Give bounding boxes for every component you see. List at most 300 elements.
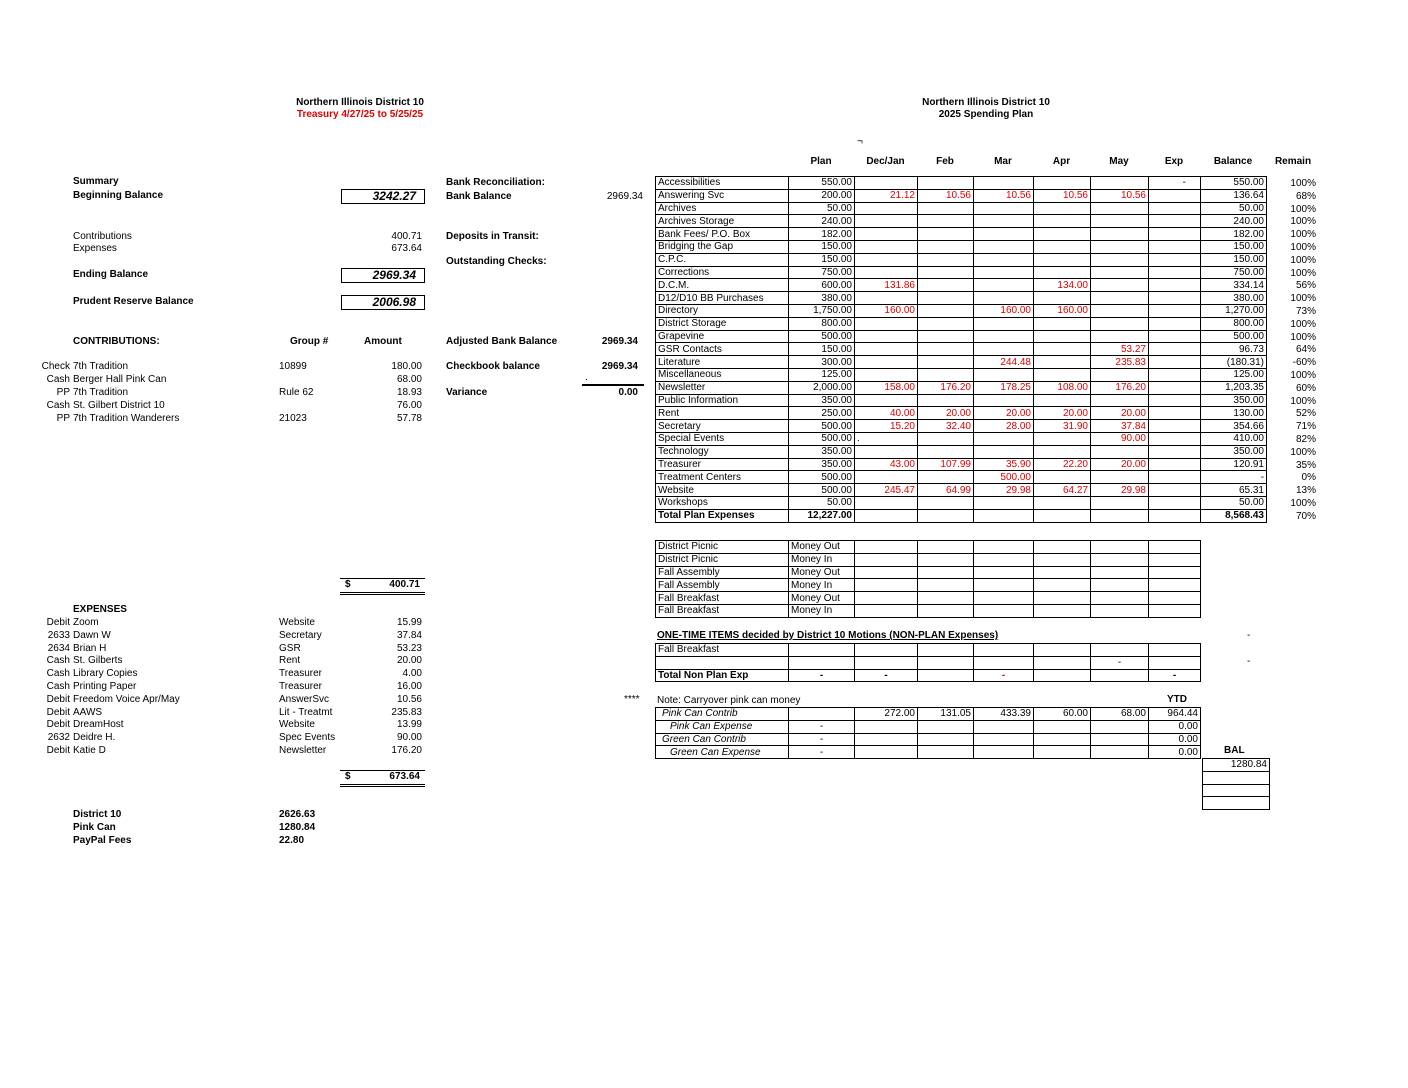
- expense-amount: 176.20: [391, 745, 422, 756]
- prudent-reserve-label: Prudent Reserve Balance: [73, 296, 194, 307]
- empty-cell: [918, 669, 974, 682]
- remain-value: 100%: [1290, 370, 1316, 381]
- month-amount: 500.00: [974, 471, 1034, 484]
- month-amount: [1034, 471, 1091, 484]
- empty-cell: [1091, 604, 1149, 617]
- empty-cell: [974, 553, 1034, 566]
- plan-row: [656, 407, 1267, 420]
- plan-row: [656, 330, 1267, 343]
- empty-cell: [1091, 644, 1149, 657]
- onetime-dash-1: -: [1247, 630, 1251, 641]
- pinkcan-row: [656, 720, 1201, 733]
- pinkcan-ytd: 0.00: [1149, 720, 1201, 733]
- empty-cell: [1149, 579, 1201, 592]
- month-amount: [1034, 368, 1091, 381]
- pinkcan-ytd: 0.00: [1149, 733, 1201, 746]
- plan-item-name: Technology: [656, 445, 789, 458]
- month-amount: [855, 343, 918, 356]
- plan-row: [656, 381, 1267, 394]
- outstanding-label: Outstanding Checks:: [446, 256, 547, 267]
- plan-row: [656, 292, 1267, 305]
- remain-value: 100%: [1290, 318, 1316, 330]
- pinkcan-table: [655, 707, 1201, 759]
- balance-cell: 334.14: [1201, 279, 1267, 292]
- month-amount: [918, 445, 974, 458]
- expenses-total: [340, 770, 425, 787]
- month-amount: 20.00: [1091, 407, 1149, 420]
- pinkcan-month: [1034, 733, 1091, 746]
- event-flow: Money In: [789, 553, 855, 566]
- exp-cell: [1149, 420, 1201, 433]
- empty-cell: [1034, 604, 1091, 617]
- month-amount: 31.90: [1034, 420, 1091, 433]
- month-amount: [918, 292, 974, 305]
- month-amount: [918, 215, 974, 228]
- month-amount: .: [855, 432, 918, 445]
- empty-cell: [918, 656, 974, 669]
- month-amount: [974, 496, 1034, 509]
- plan-row: [656, 202, 1267, 215]
- exp-cell: [1149, 407, 1201, 420]
- empty-cell: [1091, 579, 1149, 592]
- month-amount: [918, 279, 974, 292]
- expense-amount: 4.00: [402, 668, 422, 680]
- plan-amount: 1,750.00: [789, 304, 855, 317]
- column-header: Mar: [994, 156, 1012, 167]
- pinkcan-month: [1034, 720, 1091, 733]
- remain-value: 35%: [1295, 459, 1316, 471]
- contributions-title: CONTRIBUTIONS:: [73, 336, 160, 347]
- month-amount: [1034, 330, 1091, 343]
- month-amount: [855, 202, 918, 215]
- onetime-table: [655, 643, 1201, 682]
- month-amount: [855, 445, 918, 458]
- balance-cell: 350.00: [1201, 445, 1267, 458]
- variance-rule: [582, 384, 644, 386]
- plan-amount: 150.00: [789, 343, 855, 356]
- pinkcan-month: 60.00: [1034, 708, 1091, 721]
- fund-label: Pink Can: [73, 822, 116, 833]
- plan-row: [656, 420, 1267, 433]
- events-table: [655, 540, 1201, 618]
- pinkcan-month: [1091, 733, 1149, 746]
- exp-cell: [1149, 266, 1201, 279]
- contribution-amount: 57.78: [396, 413, 422, 424]
- total-balance: 8,568.43: [1201, 509, 1267, 522]
- remain-value: 56%: [1295, 280, 1316, 292]
- plan-amount: 500.00: [789, 420, 855, 433]
- expense-amount: 90.00: [396, 732, 422, 744]
- pinkcan-month: [974, 746, 1034, 759]
- remain-value: 100%: [1290, 254, 1316, 266]
- empty-cell: [918, 509, 974, 522]
- empty-cell: [1149, 541, 1201, 554]
- contribution-type: PP: [56, 387, 70, 398]
- month-amount: [1034, 394, 1091, 407]
- expense-type: 2634: [47, 642, 70, 654]
- month-amount: [918, 471, 974, 484]
- month-amount: [918, 343, 974, 356]
- month-amount: 10.56: [1091, 189, 1149, 202]
- expense-category: Treasurer: [279, 668, 322, 680]
- month-amount: [855, 177, 918, 190]
- plan-row: [656, 432, 1267, 445]
- month-amount: [974, 240, 1034, 253]
- expense-amount: 53.23: [396, 642, 422, 654]
- plan-row: [656, 343, 1267, 356]
- month-amount: 28.00: [974, 420, 1034, 433]
- plan-amount: 500.00: [789, 471, 855, 484]
- month-amount: 64.27: [1034, 484, 1091, 497]
- month-amount: 29.98: [1091, 484, 1149, 497]
- month-amount: 176.20: [1091, 381, 1149, 394]
- pinkcan-note: Note: Carryover pink can money: [657, 695, 801, 706]
- onetime-total-exp: -: [1149, 669, 1201, 682]
- month-amount: 10.56: [974, 189, 1034, 202]
- empty-cell: [855, 604, 918, 617]
- month-amount: [1034, 343, 1091, 356]
- month-amount: [918, 356, 974, 369]
- contribution-amount: 180.00: [391, 361, 422, 372]
- balance-cell: 1,270.00: [1201, 304, 1267, 317]
- expense-type: 2632: [47, 732, 70, 744]
- amount-header: Amount: [364, 336, 402, 347]
- checkbook-balance-value: 2969.34: [601, 361, 638, 372]
- contribution-name: 7th Tradition Wanderers: [73, 413, 180, 424]
- expense-name: Freedom Voice Apr/May: [73, 693, 180, 705]
- month-amount: [974, 228, 1034, 241]
- plan-amount: 500.00: [789, 330, 855, 343]
- month-amount: [855, 317, 918, 330]
- pinkcan-month: [918, 746, 974, 759]
- empty-cell: [1091, 553, 1149, 566]
- pinkcan-month: [1091, 746, 1149, 759]
- month-amount: [974, 368, 1034, 381]
- month-amount: [1091, 330, 1149, 343]
- pinkcan-name: Pink Can Contrib: [656, 708, 789, 721]
- plan-item-name: Directory: [656, 304, 789, 317]
- plan-amount: 150.00: [789, 240, 855, 253]
- month-amount: 90.00: [1091, 432, 1149, 445]
- beginning-balance-value: 3242.27: [341, 189, 425, 204]
- event-flow: Money In: [789, 579, 855, 592]
- empty-cell: [918, 644, 974, 657]
- plan-item-name: Treatment Centers: [656, 471, 789, 484]
- month-amount: [1034, 356, 1091, 369]
- month-amount: [974, 445, 1034, 458]
- month-amount: [974, 177, 1034, 190]
- month-amount: [1091, 317, 1149, 330]
- month-amount: [918, 317, 974, 330]
- expense-type: Cash: [46, 681, 70, 692]
- remain-value: 100%: [1290, 178, 1316, 189]
- fund-value: 1280.84: [279, 822, 316, 833]
- month-amount: [1091, 266, 1149, 279]
- fund-label: PayPal Fees: [73, 835, 132, 846]
- balance-cell: 240.00: [1201, 215, 1267, 228]
- empty-cell: [855, 553, 918, 566]
- month-amount: 131.86: [855, 279, 918, 292]
- contribution-type: PP: [56, 413, 70, 424]
- plan-row: [656, 304, 1267, 317]
- pinkcan-plan: -: [789, 746, 855, 759]
- empty-cell: [1149, 553, 1201, 566]
- month-amount: [1034, 292, 1091, 305]
- expense-type: Cash: [46, 668, 70, 680]
- month-amount: [1091, 292, 1149, 305]
- remain-value: 82%: [1295, 434, 1316, 445]
- event-flow: Money Out: [789, 566, 855, 579]
- pinkcan-month: [855, 746, 918, 759]
- pinkcan-month: [974, 720, 1034, 733]
- month-amount: 43.00: [855, 458, 918, 471]
- remain-value: 100%: [1290, 395, 1316, 407]
- checkbook-balance-label: Checkbook balance: [446, 361, 540, 372]
- plan-item-name: D12/D10 BB Purchases: [656, 292, 789, 305]
- empty-cell: [789, 656, 855, 669]
- expenses-label: Expenses: [73, 243, 117, 254]
- month-amount: [1091, 368, 1149, 381]
- empty-cell: [974, 644, 1034, 657]
- balance-cell: 500.00: [1201, 330, 1267, 343]
- beginning-balance-label: Beginning Balance: [73, 190, 164, 201]
- deposits-label: Deposits in Transit:: [446, 231, 539, 242]
- ytd-label: YTD: [1167, 694, 1187, 705]
- remain-value: 100%: [1290, 498, 1316, 509]
- plan-row: [656, 394, 1267, 407]
- expense-category: AnswerSvc: [279, 693, 330, 705]
- exp-cell: [1149, 368, 1201, 381]
- balance-cell: 410.00: [1201, 432, 1267, 445]
- remain-value: 52%: [1295, 408, 1316, 420]
- month-amount: [918, 496, 974, 509]
- empty-cell: [1034, 509, 1091, 522]
- expense-amount: 20.00: [396, 655, 422, 667]
- bal-value: 1280.84: [1203, 759, 1270, 772]
- empty-cell: [918, 566, 974, 579]
- exp-cell: [1149, 240, 1201, 253]
- month-amount: [1034, 432, 1091, 445]
- empty-cell: [918, 541, 974, 554]
- empty-cell: [855, 541, 918, 554]
- plan-item-name: Newsletter: [656, 381, 789, 394]
- ending-balance-label: Ending Balance: [73, 269, 149, 280]
- month-amount: [855, 253, 918, 266]
- column-header: Feb: [936, 156, 954, 167]
- plan-amount: 350.00: [789, 458, 855, 471]
- month-amount: [1034, 266, 1091, 279]
- adjusted-balance-label: Adjusted Bank Balance: [446, 336, 558, 347]
- plan-item-name: Workshops: [656, 496, 789, 509]
- month-amount: [855, 356, 918, 369]
- plan-amount: 500.00: [789, 484, 855, 497]
- balance-cell: 354.66: [1201, 420, 1267, 433]
- plan-item-name: Bank Fees/ P.O. Box: [656, 228, 789, 241]
- balance-cell: 1,203.35: [1201, 381, 1267, 394]
- empty-cell: [1203, 784, 1270, 797]
- contribution-name: St. Gilbert District 10: [73, 400, 165, 411]
- remain-value: 100%: [1290, 216, 1316, 228]
- contribution-type: Cash: [46, 374, 70, 385]
- month-amount: 160.00: [974, 304, 1034, 317]
- month-amount: [918, 330, 974, 343]
- month-amount: [918, 202, 974, 215]
- bal-label: BAL: [1224, 745, 1245, 756]
- expense-type: 2633: [47, 629, 70, 641]
- pinkcan-row: [656, 733, 1201, 746]
- month-amount: 10.56: [1034, 189, 1091, 202]
- empty-cell: [1203, 797, 1270, 810]
- expense-amount: 37.84: [396, 629, 422, 641]
- expense-name: Library Copies: [73, 668, 138, 680]
- event-flow: Money Out: [789, 541, 855, 554]
- month-amount: [1091, 240, 1149, 253]
- expense-type: Debit: [46, 706, 70, 718]
- event-row: [656, 553, 1201, 566]
- pinkcan-ytd: 964.44: [1149, 708, 1201, 721]
- remain-value: 64%: [1295, 344, 1316, 356]
- plan-item-name: Public Information: [656, 394, 789, 407]
- expense-name: Printing Paper: [73, 681, 137, 692]
- plan-row: [656, 471, 1267, 484]
- expense-type: Debit: [46, 719, 70, 731]
- month-amount: 10.56: [918, 189, 974, 202]
- expense-name: AAWS: [73, 706, 103, 718]
- plan-item-name: Bridging the Gap: [656, 240, 789, 253]
- exp-cell: [1149, 292, 1201, 305]
- plan-amount: 600.00: [789, 279, 855, 292]
- pinkcan-month: [1091, 720, 1149, 733]
- remain-value: 68%: [1295, 190, 1316, 202]
- month-amount: [974, 394, 1034, 407]
- spending-plan-table: [655, 176, 1267, 523]
- empty-cell: [1034, 592, 1091, 605]
- event-row: [656, 592, 1201, 605]
- plan-amount: 125.00: [789, 368, 855, 381]
- plan-row: [656, 215, 1267, 228]
- contribution-type: Check: [41, 361, 70, 372]
- month-amount: 20.00: [1034, 407, 1091, 420]
- contribution-amount: 18.93: [396, 387, 422, 398]
- balance-cell: 136.64: [1201, 189, 1267, 202]
- expenses-value: 673.64: [391, 243, 422, 254]
- onetime-row: [656, 656, 1201, 669]
- expense-category: Lit - Treatmt: [279, 706, 333, 718]
- month-amount: [974, 432, 1034, 445]
- exp-cell: [1149, 343, 1201, 356]
- remain-value: 13%: [1295, 485, 1316, 497]
- bank-balance-label: Bank Balance: [446, 191, 512, 202]
- empty-cell: [1149, 604, 1201, 617]
- empty-cell: [1091, 592, 1149, 605]
- exp-cell: -: [1149, 177, 1201, 190]
- plan-amount: 182.00: [789, 228, 855, 241]
- event-row: [656, 566, 1201, 579]
- empty-cell: [918, 592, 974, 605]
- month-amount: [974, 215, 1034, 228]
- expense-amount: 235.83: [391, 706, 422, 718]
- event-name: District Picnic: [656, 553, 789, 566]
- empty-cell: [918, 579, 974, 592]
- event-name: Fall Breakfast: [656, 592, 789, 605]
- plan-amount: 550.00: [789, 177, 855, 190]
- exp-cell: [1149, 445, 1201, 458]
- plan-item-name: Treasurer: [656, 458, 789, 471]
- onetime-item: Fall Breakfast: [656, 644, 789, 657]
- month-amount: [855, 496, 918, 509]
- empty-cell: [855, 656, 918, 669]
- left-title: Northern Illinois District 10: [296, 97, 424, 108]
- empty-cell: [918, 604, 974, 617]
- month-amount: 40.00: [855, 407, 918, 420]
- month-amount: [918, 304, 974, 317]
- empty-cell: [1034, 541, 1091, 554]
- exp-cell: [1149, 356, 1201, 369]
- month-amount: [855, 228, 918, 241]
- balance-cell: -: [1201, 471, 1267, 484]
- month-amount: [918, 432, 974, 445]
- onetime-row: [656, 644, 1201, 657]
- event-flow: Money In: [789, 604, 855, 617]
- plan-item-name: Rent: [656, 407, 789, 420]
- exp-cell: [1149, 279, 1201, 292]
- balance-cell: 96.73: [1201, 343, 1267, 356]
- exp-cell: [1149, 484, 1201, 497]
- remain-value: 73%: [1295, 306, 1316, 317]
- remain-value: -60%: [1292, 357, 1316, 369]
- contribution-group: 21023: [279, 413, 307, 424]
- month-amount: [1034, 202, 1091, 215]
- expense-category: Secretary: [279, 629, 322, 641]
- expense-category: Website: [279, 617, 315, 628]
- plan-amount: 380.00: [789, 292, 855, 305]
- balance-cell: 50.00: [1201, 202, 1267, 215]
- fund-value: 22.80: [279, 835, 305, 846]
- month-amount: [918, 177, 974, 190]
- exp-cell: [1149, 202, 1201, 215]
- onetime-total-plan: -: [789, 669, 855, 682]
- pinkcan-month: [1034, 746, 1091, 759]
- event-name: Fall Breakfast: [656, 604, 789, 617]
- expense-amount: 10.56: [396, 693, 422, 705]
- month-amount: [855, 330, 918, 343]
- contribution-name: Berger Hall Pink Can: [73, 374, 167, 385]
- month-amount: 21.12: [855, 189, 918, 202]
- month-amount: [918, 266, 974, 279]
- expense-category: Website: [279, 719, 315, 731]
- contributions-label: Contributions: [73, 231, 132, 242]
- pinkcan-month: 131.05: [918, 708, 974, 721]
- month-amount: [974, 317, 1034, 330]
- month-amount: [1034, 240, 1091, 253]
- month-amount: [1034, 215, 1091, 228]
- plan-row: [656, 189, 1267, 202]
- exp-cell: [1149, 253, 1201, 266]
- month-amount: [1091, 253, 1149, 266]
- expense-type: Debit: [46, 745, 70, 756]
- empty-cell: [1091, 541, 1149, 554]
- empty-cell: [1091, 509, 1149, 522]
- plan-row: [656, 266, 1267, 279]
- onetime-total-row: [656, 669, 1201, 682]
- group-header: Group #: [290, 336, 329, 347]
- pinkcan-row: [656, 746, 1201, 759]
- bank-balance-value: 2969.34: [606, 191, 643, 202]
- currency-symbol: $: [345, 771, 351, 782]
- month-amount: [1091, 304, 1149, 317]
- expense-name: Dawn W: [73, 629, 111, 641]
- empty-cell: [855, 566, 918, 579]
